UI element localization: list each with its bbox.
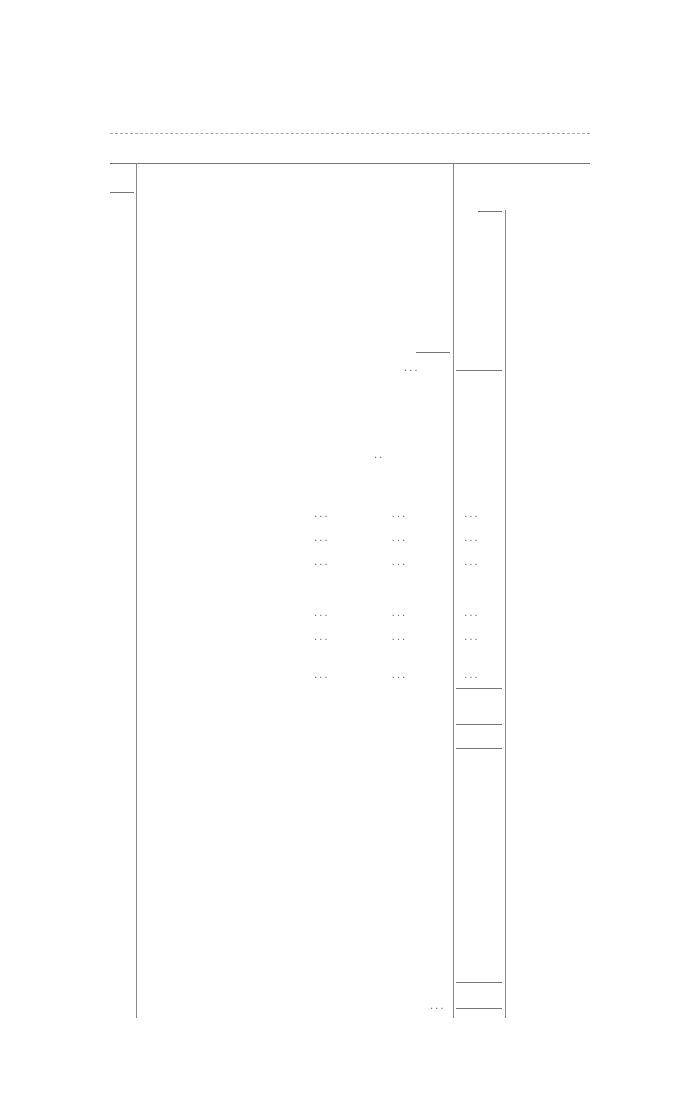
mines-inner-sum-rule xyxy=(416,352,450,353)
officers-count-leader: .. xyxy=(374,450,385,461)
class-e-leader: ... ... ... xyxy=(314,557,480,568)
title-rule xyxy=(110,133,590,134)
general-leader: ... ... ... xyxy=(314,670,480,681)
salary-sum-rule xyxy=(456,688,502,689)
amount-column-divider xyxy=(453,163,454,1018)
class-vii-leader: ... ... ... xyxy=(314,632,480,643)
other-charges-sum-rule xyxy=(456,982,502,983)
year-header-rule xyxy=(478,211,502,212)
vote-40-total-leader: ... xyxy=(430,1001,446,1012)
table-top-rule xyxy=(110,163,590,164)
vote-39-total-rule xyxy=(456,370,502,371)
salary-net-under-rule xyxy=(456,748,502,749)
class-a-leader: ... ... ... xyxy=(314,509,480,520)
item-column-divider xyxy=(136,163,137,1018)
item-header-rule xyxy=(110,192,134,193)
salary-net-rule xyxy=(456,724,502,725)
vote-40-total-rule xyxy=(456,1008,502,1009)
subtotal-column-divider xyxy=(505,210,506,1018)
class-vi-leader: ... ... ... xyxy=(314,608,480,619)
vote-39-total-leader: ... xyxy=(404,363,420,374)
class-d-leader: ... ... ... xyxy=(314,533,480,544)
